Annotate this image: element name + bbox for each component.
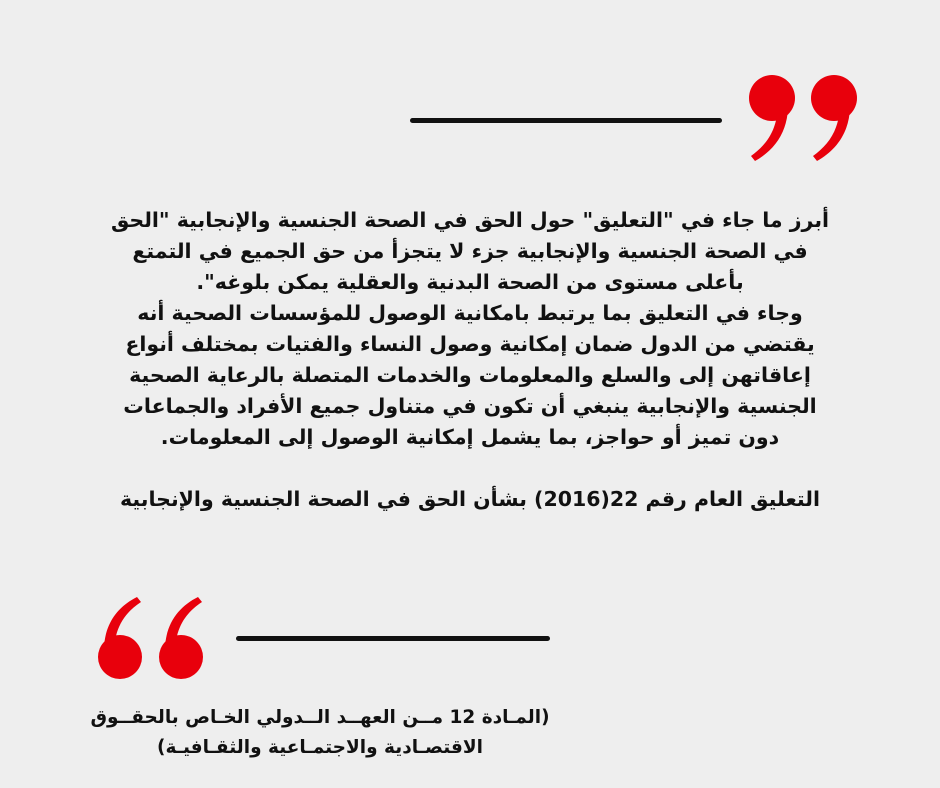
quote-line: وجاء في التعليق بما يرتبط بامكانية الوصول للمؤسسات الصحية أنه: [137, 301, 803, 325]
quote-text: [90, 205, 850, 515]
quote-line: يقتضي من الدول ضمان إمكانية وصول النساء والفتيات بمختلف أنواع: [125, 332, 815, 356]
quote-line: إعاقاتهن إلى والسلع والمعلومات والخدمات المتصلة بالرعاية الصحية: [129, 363, 811, 387]
source-line: (المـادة 12 مــن العهــد الــدولي الخـاص بالحقــوق: [90, 707, 550, 728]
quote-line: بأعلى مستوى من الصحة البدنية والعقلية يمكن بلوغه".: [196, 270, 744, 294]
quote-citation: التعليق العام رقم 22(2016) بشأن الحق في الصحة الجنسية والإنجابية: [119, 487, 821, 511]
quote-line: في الصحة الجنسية والإنجابية جزء لا يتجزأ من حق الجميع في التمتع: [132, 239, 808, 263]
closing-quote-icon: [742, 72, 867, 164]
quote-line: الجنسية والإنجابية ينبغي أن تكون في متناول جميع الأفراد والجماعات: [123, 394, 817, 418]
quote-line: دون تميز أو حواجز، بما يشمل إمكانية الوصول إلى المعلومات.: [160, 425, 780, 449]
bottom-divider: [236, 636, 550, 641]
top-divider: [410, 118, 722, 123]
source-reference: [55, 703, 585, 763]
source-line: الاقتصـادية والاجتمـاعية والثقـافيـة): [157, 737, 483, 758]
quote-line: أبرز ما جاء في "التعليق" حول الحق في الصحة الجنسية والإنجابية "الحق: [110, 208, 830, 232]
paragraph-gap: [90, 453, 850, 484]
opening-quote-icon: [90, 594, 212, 682]
